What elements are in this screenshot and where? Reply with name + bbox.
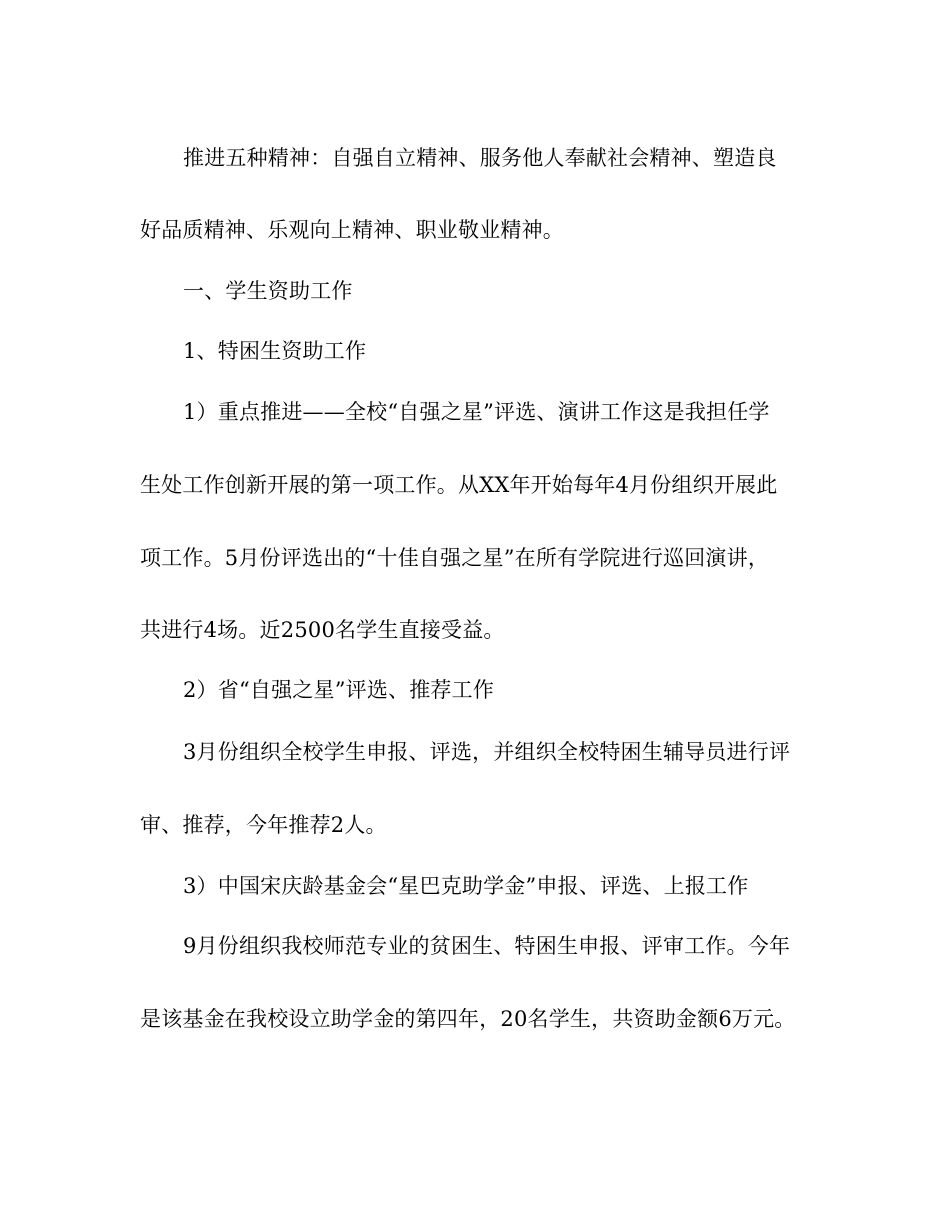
- item-1-line-2: 生处工作创新开展的第一项工作。从XX年开始每年4月份组织开展此: [140, 473, 778, 497]
- item-3-line-2: 是该基金在我校设立助学金的第四年，20名学生，共资助金额6万元。: [140, 1007, 796, 1031]
- item-2-line-1: 3月份组织全校学生申报、评选，并组织全校特困生辅导员进行评: [183, 740, 791, 764]
- item-1-line-1: 1）重点推进——全校“自强之星”评选、演讲工作这是我担任学: [183, 400, 770, 424]
- subsection-heading-special-hardship: 1、特困生资助工作: [183, 339, 367, 363]
- item-3-line-1: 9月份组织我校师范专业的贫困生、特困生申报、评审工作。今年: [183, 934, 791, 958]
- item-1-line-3: 项工作。5月份评选出的“十佳自强之星”在所有学院进行巡回演讲，: [140, 546, 770, 570]
- item-3-heading: 3）中国宋庆龄基金会“星巴克助学金”申报、评选、上报工作: [183, 874, 749, 898]
- item-2-heading: 2）省“自强之星”评选、推荐工作: [183, 678, 495, 702]
- item-2-line-2: 审、推荐，今年推荐2人。: [140, 813, 387, 837]
- paragraph-five-spirits-line-1: 推进五种精神：自强自立精神、服务他人奉献社会精神、塑造良: [183, 146, 777, 170]
- item-1-line-4: 共进行4场。近2500名学生直接受益。: [140, 618, 505, 642]
- section-heading-student-aid: 一、学生资助工作: [183, 279, 353, 303]
- paragraph-five-spirits-line-2: 好品质精神、乐观向上精神、职业敬业精神。: [140, 218, 564, 242]
